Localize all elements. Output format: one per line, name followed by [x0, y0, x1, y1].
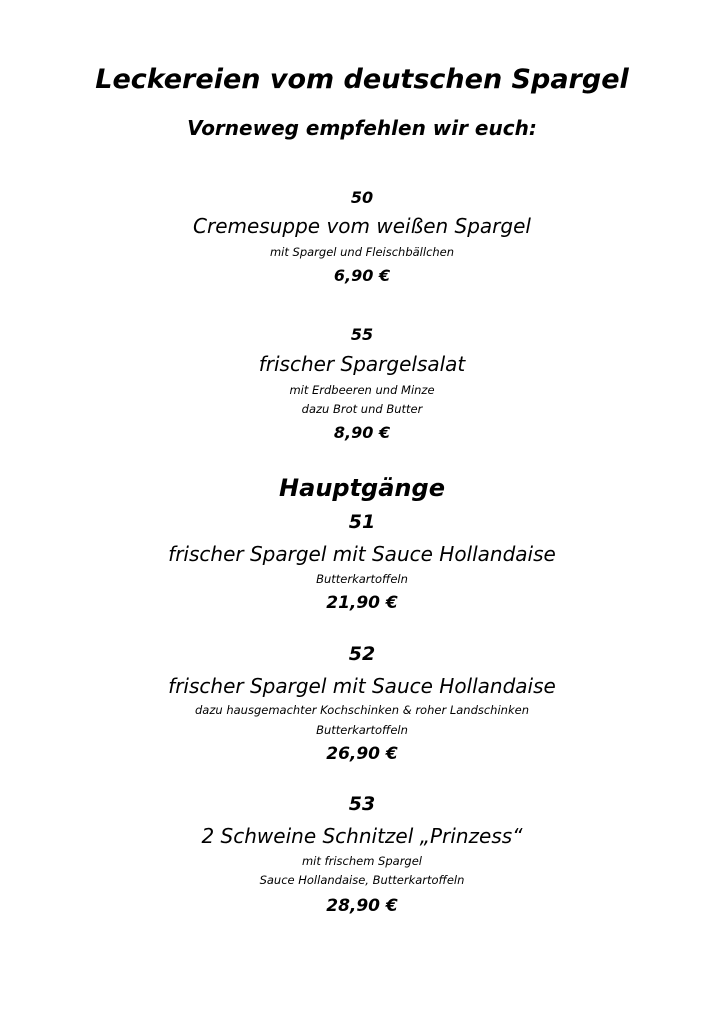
dish-number: 53 — [348, 793, 376, 815]
dish-description: Butterkartoffeln — [316, 572, 408, 586]
section-heading-mains: Hauptgänge — [279, 474, 445, 502]
dish-description: dazu Brot und Butter — [301, 402, 423, 416]
dish-number: 55 — [350, 325, 374, 344]
dish-description: mit Spargel und Fleischbällchen — [269, 245, 455, 259]
dish-price: 8,90 € — [333, 423, 391, 442]
dish-number: 50 — [350, 188, 374, 207]
dish-price: 26,90 € — [326, 744, 398, 764]
dish-name: frischer Spargel mit Sauce Hollandaise — [168, 674, 556, 698]
menu-subtitle: Vorneweg empfehlen wir euch: — [187, 116, 537, 140]
menu-title: Leckereien vom deutschen Spargel — [95, 64, 629, 95]
dish-description: Sauce Hollandaise, Butterkartoffeln — [259, 873, 465, 887]
dish-description: mit Erdbeeren und Minze — [289, 383, 435, 397]
dish-number: 51 — [348, 511, 376, 533]
dish-description: dazu hausgemachter Kochschinken & roher Landschinken — [195, 703, 529, 717]
dish-name: frischer Spargel mit Sauce Hollandaise — [168, 542, 556, 566]
dish-name: Cremesuppe vom weißen Spargel — [193, 214, 531, 238]
dish-name: frischer Spargelsalat — [258, 352, 466, 376]
dish-price: 21,90 € — [326, 593, 398, 613]
dish-description: Butterkartoffeln — [316, 723, 408, 737]
dish-description: mit frischem Spargel — [301, 854, 422, 868]
dish-name: 2 Schweine Schnitzel „Prinzess“ — [201, 824, 523, 848]
dish-price: 28,90 € — [326, 896, 398, 916]
dish-price: 6,90 € — [333, 266, 391, 285]
dish-number: 52 — [348, 643, 376, 665]
